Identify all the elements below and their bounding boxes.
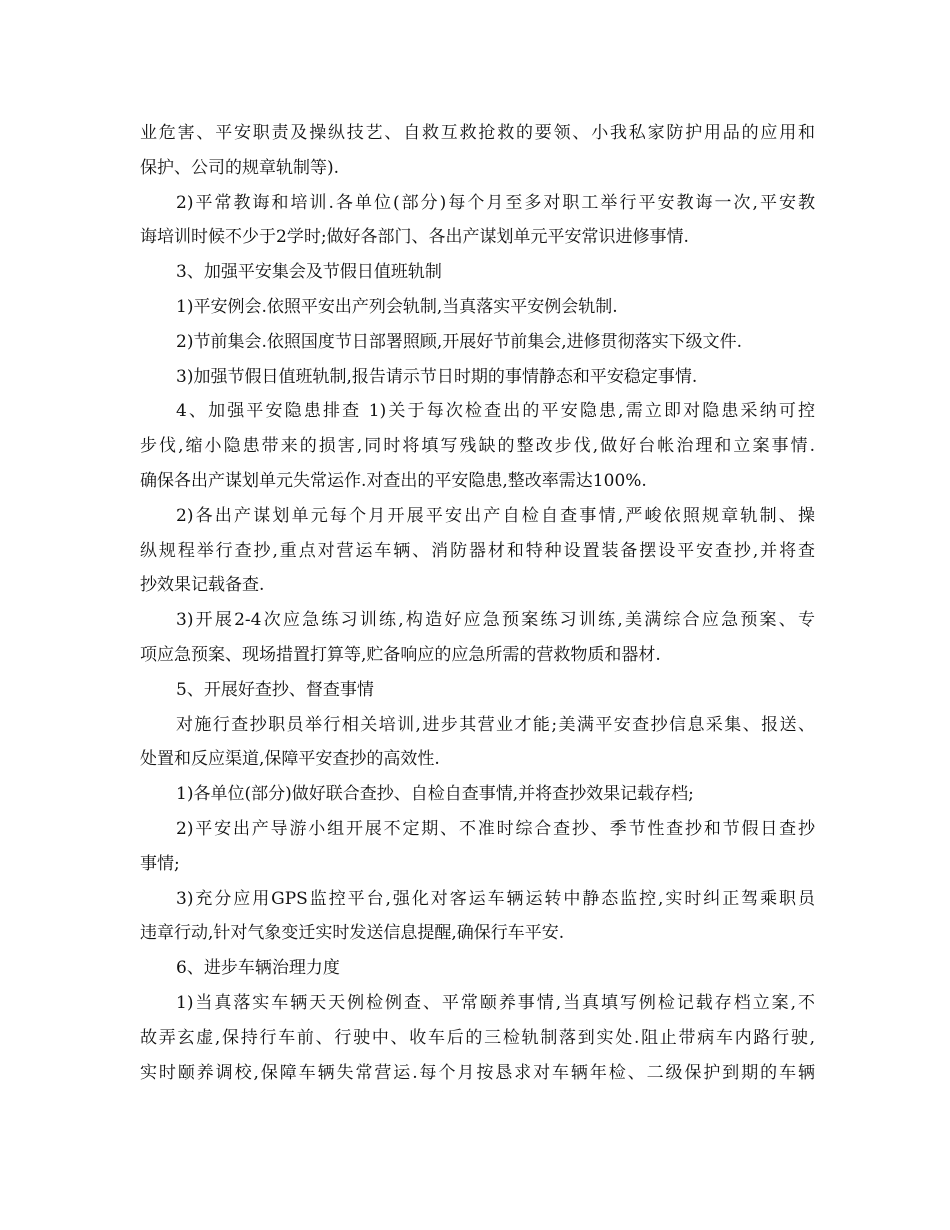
paragraph-line: 纵规程举行查抄,重点对营运车辆、消防器材和特种设置装备摆设平安查抄,并将查: [140, 540, 815, 561]
paragraph-line: 2)平常教诲和培训.各单位(部分)每个月至多对职工举行平安教诲一次,平安教: [176, 192, 815, 213]
paragraph-line: 实时颐养调校,保障车辆失常营运.每个月按恳求对车辆年检、二级保护到期的车辆: [140, 1062, 815, 1083]
paragraph-line: 3)加强节假日值班轨制,报告请示节日时期的事情静态和平安稳定事情.: [176, 366, 698, 387]
paragraph-line: 业危害、平安职责及操纵技艺、自救互救抢救的要领、小我私家防护用品的应用和: [140, 123, 815, 143]
document-body: [140, 116, 815, 1090]
paragraph-line: 2)平安出产导游小组开展不定期、不准时综合查抄、季节性查抄和节假日查抄: [176, 818, 815, 839]
section-heading: 6、进步车辆治理力度: [176, 958, 340, 979]
paragraph-line: 步伐,缩小隐患带来的损害,同时将填写残缺的整改步伐,做好台帐治理和立案事情.: [140, 436, 815, 457]
paragraph-line: 处置和反应渠道,保障平安查抄的高效性.: [140, 749, 440, 770]
paragraph-line: 3)开展2-4次应急练习训练,构造好应急预案练习训练,美满综合应急预案、专: [176, 610, 815, 631]
paragraph-line: 对施行查抄职员举行相关培训,进步其营业才能;美满平安查抄信息采集、报送、: [176, 714, 815, 735]
paragraph-line: 保护、公司的规章轨制等).: [140, 157, 340, 178]
paragraph-line: 诲培训时候不少于2学时;做好各部门、各出产谋划单元平安常识进修事情.: [140, 227, 689, 248]
paragraph-line: 3)充分应用GPS监控平台,强化对客运车辆运转中静态监控,实时纠正驾乘职员: [176, 888, 815, 909]
paragraph-line: 项应急预案、现场措置打算等,贮备响应的应急所需的营救物质和器材.: [140, 644, 661, 665]
paragraph-line: 事情;: [140, 853, 180, 874]
paragraph-line: 抄效果记载备查.: [140, 575, 265, 596]
paragraph-line: 故弄玄虚,保持行车前、行驶中、收车后的三检轨制落到实处.阻止带病车内路行驶,: [140, 1027, 815, 1048]
paragraph-line: 1)平安例会.依照平安出产列会轨制,当真落实平安例会轨制.: [176, 296, 618, 317]
paragraph-line: 1)当真落实车辆天天例检例查、平常颐养事情,当真填写例检记载存档立案,不: [176, 992, 815, 1013]
section-heading: 3、加强平安集会及节假日值班轨制: [176, 262, 442, 283]
paragraph-line: 2)节前集会.依照国度节日部署照顾,开展好节前集会,进修贯彻落实下级文件.: [176, 331, 743, 352]
paragraph-line: 1)各单位(部分)做好联合查抄、自检自查事情,并将查抄效果记载存档;: [176, 784, 694, 805]
paragraph-line: 2)各出产谋划单元每个月开展平安出产自检自查事情,严峻依照规章轨制、操: [176, 505, 815, 526]
paragraph-line: 违章行动,针对气象变迁实时发送信息提醒,确保行车平安.: [140, 923, 565, 944]
paragraph-line: 确保各出产谋划单元失常运作.对查出的平安隐患,整改率需达100%.: [140, 470, 647, 491]
paragraph-line: 4、加强平安隐患排查 1)关于每次检查出的平安隐患,需立即对隐患采纳可控: [176, 401, 815, 422]
section-heading: 5、开展好查抄、督查事情: [176, 679, 374, 700]
